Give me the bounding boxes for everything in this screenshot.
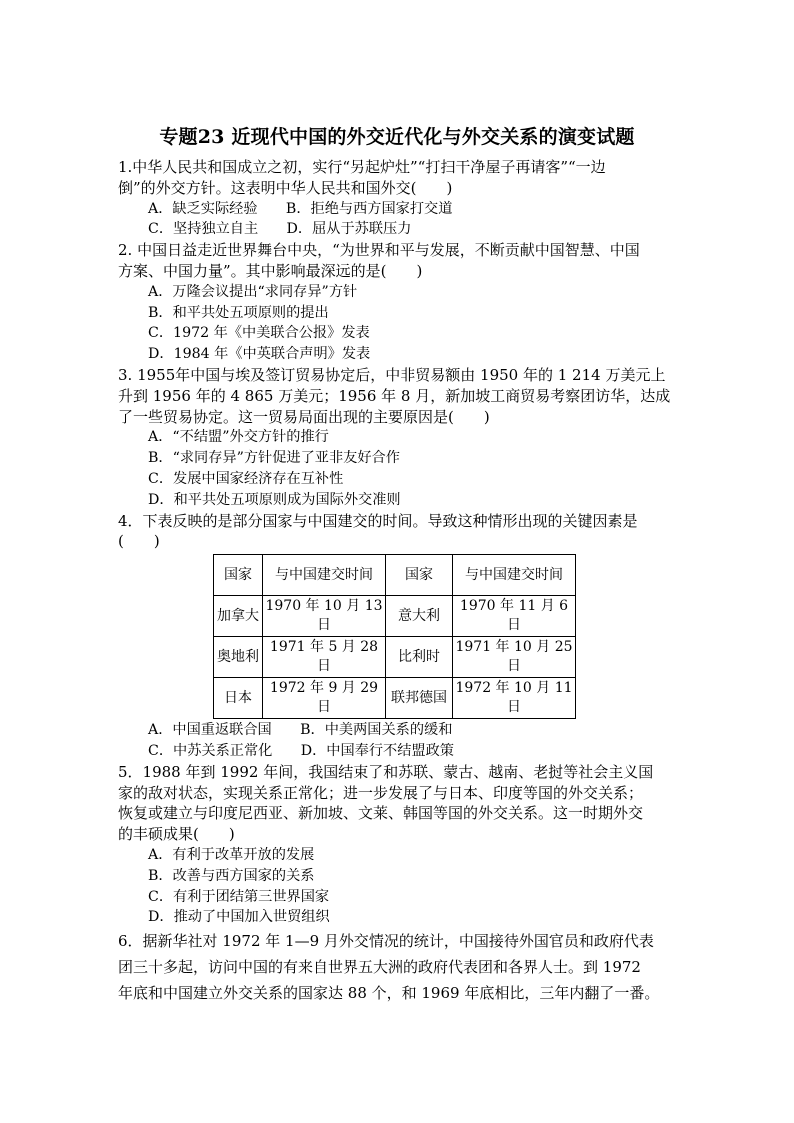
question-text: 家的敌对状态，实现关系正常化；进一步发展了与日本、印度等国的外交关系； xyxy=(118,783,644,802)
table-cell: 奥地利 xyxy=(214,637,263,678)
question-text: ( ) xyxy=(118,532,160,551)
document-title: 专题23 近现代中国的外交近代化与外交关系的演变试题 xyxy=(159,126,635,148)
answer-option: B．“求同存异”方针促进了亚非友好合作 xyxy=(148,450,400,467)
table-header-cell: 国家 xyxy=(386,555,453,596)
question-text: 6．据新华社对 1972 年 1—9 月外交情况的统计，中国接待外国官员和政府代表 xyxy=(118,932,654,951)
answer-option: A．有利于改革开放的发展 xyxy=(148,846,315,863)
table-cell: 1970 年 10 月 13 日 xyxy=(263,596,386,637)
answer-options: A．中国重返联合国 B．中美两国关系的缓和 xyxy=(148,722,453,739)
question-6 xyxy=(118,928,686,1006)
table-cell: 1971 年 5 月 28 日 xyxy=(263,637,386,678)
answer-option: C．有利于团结第三世界国家 xyxy=(148,888,330,905)
table-cell: 加拿大 xyxy=(214,596,263,637)
question-1 xyxy=(118,157,686,240)
answer-option: B．和平共处五项原则的提出 xyxy=(148,304,329,321)
table-header-cell: 国家 xyxy=(214,555,263,596)
question-text: 2. 中国日益走近世界舞台中央，“为世界和平与发展，不断贡献中国智慧、中国 xyxy=(118,241,640,260)
question-4 xyxy=(118,511,686,762)
answer-option: A．万隆会议提出“求同存异”方针 xyxy=(148,283,358,300)
question-text: 团三十多起，访问中国的有来自世界五大洲的政府代表团和各界人士。到 1972 xyxy=(118,958,641,977)
answer-option: D．推动了中国加入世贸组织 xyxy=(148,909,330,926)
question-text: 方案、中国力量”。其中影响最深远的是( ) xyxy=(118,261,423,280)
question-5 xyxy=(118,762,686,928)
answer-option: A．“不结盟”外交方针的推行 xyxy=(148,429,329,446)
table-cell: 意大利 xyxy=(386,596,453,637)
table-cell: 1972 年 9 月 29 日 xyxy=(263,678,386,719)
question-list xyxy=(118,157,686,1006)
table-header-cell: 与中国建交时间 xyxy=(263,555,386,596)
question-text: 恢复或建立与印度尼西亚、新加坡、文莱、韩国等国的外交关系。这一时期外交 xyxy=(118,804,644,823)
question-text: 3. 1955年中国与埃及签订贸易协定后，中非贸易额由 1950 年的 1 214 万美元上 xyxy=(118,365,666,384)
question-text: 5．1988 年到 1992 年间，我国结束了和苏联、蒙古、越南、老挝等社会主义国 xyxy=(118,762,654,781)
table-cell: 联邦德国 xyxy=(386,678,453,719)
table-row xyxy=(214,596,576,637)
question-text: 1.中华人民共和国成立之初，实行“另起炉灶”“打扫干净屋子再请客”“一边 xyxy=(118,158,606,176)
answer-option: B．改善与西方国家的关系 xyxy=(148,867,315,884)
answer-options: A．缺乏实际经验 B．拒绝与西方国家打交道 xyxy=(148,200,453,217)
table-row xyxy=(214,637,576,678)
table-cell: 比利时 xyxy=(386,637,453,678)
table-cell: 1970 年 11 月 6 日 xyxy=(453,596,576,637)
answer-option: D．1984 年《中英联合声明》发表 xyxy=(148,346,371,363)
answer-options: C．中苏关系正常化 D．中国奉行不结盟政策 xyxy=(148,742,454,759)
answer-option: D．和平共处五项原则成为国际外交准则 xyxy=(148,491,401,508)
question-text: 4．下表反映的是部分国家与中国建交的时间。导致这种情形出现的关键因素是 xyxy=(118,511,638,530)
answer-option: C．发展中国家经济存在互补性 xyxy=(148,470,344,487)
table-cell: 1971 年 10 月 25 日 xyxy=(453,637,576,678)
table-header-row xyxy=(214,555,576,596)
table-header-cell: 与中国建交时间 xyxy=(453,555,576,596)
question-text: 升到 1956 年的 4 865 万美元；1956 年 8 月，新加坡工商贸易考察团访华，达成 xyxy=(118,386,671,405)
question-2 xyxy=(118,240,686,365)
question-text: 倒”的外交方针。这表明中华人民共和国外交( ) xyxy=(118,178,453,197)
question-text: 的丰硕成果( ) xyxy=(118,825,235,844)
diplomatic-relations-table xyxy=(213,554,576,719)
question-text: 年底和中国建立外交关系的国家达 88 个，和 1969 年底相比，三年内翻了一番。 xyxy=(118,984,660,1003)
answer-option: C．1972 年《中美联合公报》发表 xyxy=(148,325,370,342)
question-text: 了一些贸易协定。这一贸易局面出现的主要原因是( ) xyxy=(118,407,490,426)
table-cell: 日本 xyxy=(214,678,263,719)
question-3 xyxy=(118,365,686,511)
answer-options: C．坚持独立自主 D．屈从于苏联压力 xyxy=(148,221,412,238)
table-cell: 1972 年 10 月 11 日 xyxy=(453,678,576,719)
table-row xyxy=(214,678,576,719)
